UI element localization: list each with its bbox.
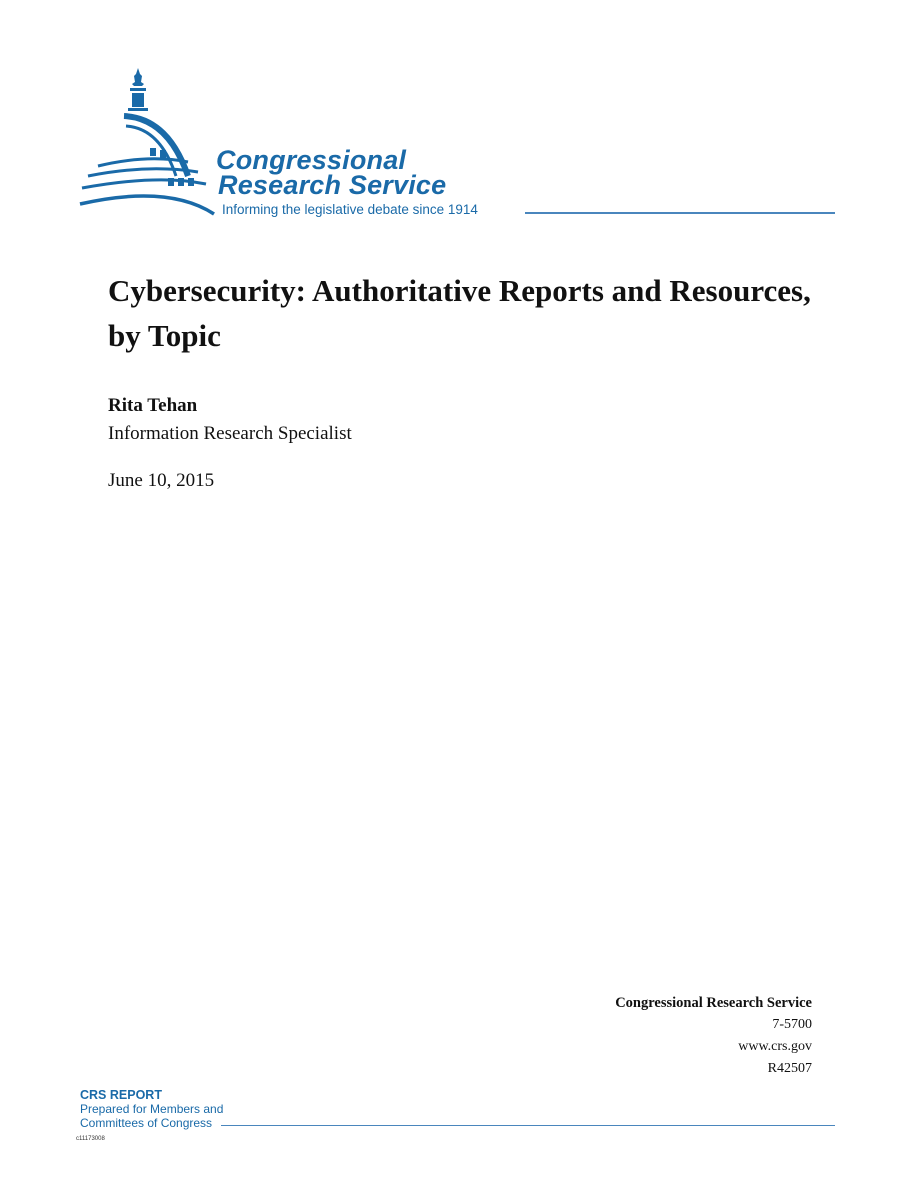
footer-divider <box>221 1125 835 1126</box>
author-name: Rita Tehan <box>108 395 198 416</box>
crs-report-line2: Prepared for Members and <box>80 1102 224 1116</box>
org-name-line1: Congressional <box>216 145 407 175</box>
report-date: June 10, 2015 <box>108 470 215 491</box>
publisher-phone: 7-5700 <box>772 1017 812 1032</box>
publisher-name: Congressional Research Service <box>615 995 812 1011</box>
publisher-info <box>615 992 812 1080</box>
capitol-dome-icon <box>78 66 238 216</box>
crs-report-label <box>80 1088 223 1130</box>
report-title: Cybersecurity: Authoritative Reports and Resources, by Topic <box>108 273 811 353</box>
report-number: R42507 <box>767 1061 812 1076</box>
document-code: c11173008 <box>76 1136 105 1142</box>
tagline: Informing the legislative debate since 1914 <box>222 202 478 217</box>
org-name-line2: Research Service <box>218 170 447 200</box>
header-divider <box>525 212 835 214</box>
crs-report-line3: Committees of Congress <box>80 1116 213 1130</box>
publisher-website[interactable]: www.crs.gov <box>738 1039 812 1054</box>
author-title: Information Research Specialist <box>108 423 352 444</box>
crs-report-heading: CRS REPORT <box>80 1088 162 1102</box>
